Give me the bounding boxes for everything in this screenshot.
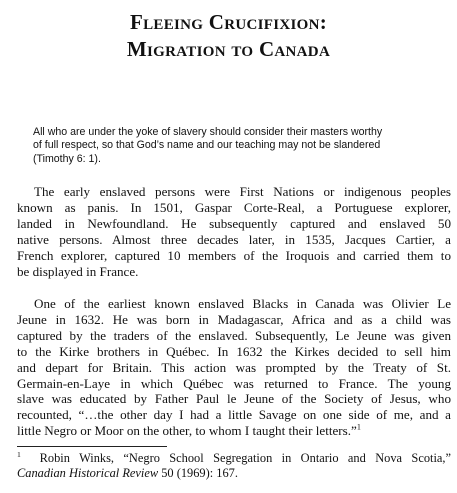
journal-title: Canadian Historical Review [17,466,159,480]
paragraph-line: slave was educated by Father Paul le Jeune of the Society of Jesus, who [17,391,451,407]
paragraph-line-text: little Negro or Moor on the other, to whom I taught their letters.” [17,423,357,439]
chapter-title-line-2: Migration to Canada [126,37,331,61]
footnote-line [17,451,451,466]
paragraph-line: captured by the traders of the enslaved. Subsequently, Le Jeune was given [17,327,451,343]
epigraph-line: (Timothy 6: 1). [33,152,101,165]
paragraph-1 [17,184,451,279]
paragraph-line: The early enslaved persons were First Nations or indigenous peoples [34,184,451,199]
paragraph-line: French explorer, captured 10 members of the Iroquois and carried them to [17,247,451,263]
footnote [17,451,451,481]
paragraph-line: to the Kirke brothers in Québec. In 1632 the Kirkes decided to sell him [17,343,451,359]
paragraph-2 [17,296,451,439]
citation-details: 50 (1969): 167. [158,466,238,480]
paragraph-line: Germain-en-Laye in which Québec was returned to France. The young [17,375,451,391]
paragraph-line: native persons. Almost three decades later, in 1535, Jacques Cartier, a [17,231,451,247]
paragraph-line: and depart for Britain. This action was prompted by the Treaty of St. [17,359,451,375]
paragraph-line: recounted, “…the other day I had a little Savage on one side of me, and a [17,407,451,423]
paragraph-line: known as panis. In 1501, Gaspar Corte-Real, a Portuguese explorer, [17,199,451,215]
epigraph-line: of full respect, so that God’s name and our teaching may not be slandered [33,139,381,152]
epigraph-line: All who are under the yoke of slavery should consider their masters worthy [33,126,383,138]
chapter-title-line-1: Fleeing Crucifixion: [129,10,328,34]
epigraph [33,126,445,166]
paragraph-line: be displayed in France. [17,263,139,279]
paragraph-last-line [17,423,451,439]
footnote-marker: 1 [17,449,21,459]
footnote-reference[interactable]: 1 [356,422,361,432]
footnote-divider [17,446,167,447]
paragraph-line: One of the earliest known enslaved Blacks in Canada was Olivier Le [34,296,451,311]
footnote-line [17,466,451,481]
paragraph-line: Jeune in 1632. He was born in Madagascar, Africa and as a child was [17,311,451,327]
footnote-citation: Robin Winks, “Negro School Segregation in Ontario and Nova Scotia,” [39,451,451,465]
paragraph-line: landed in Newfoundland. He subsequently captured and enslaved 50 [17,215,451,231]
